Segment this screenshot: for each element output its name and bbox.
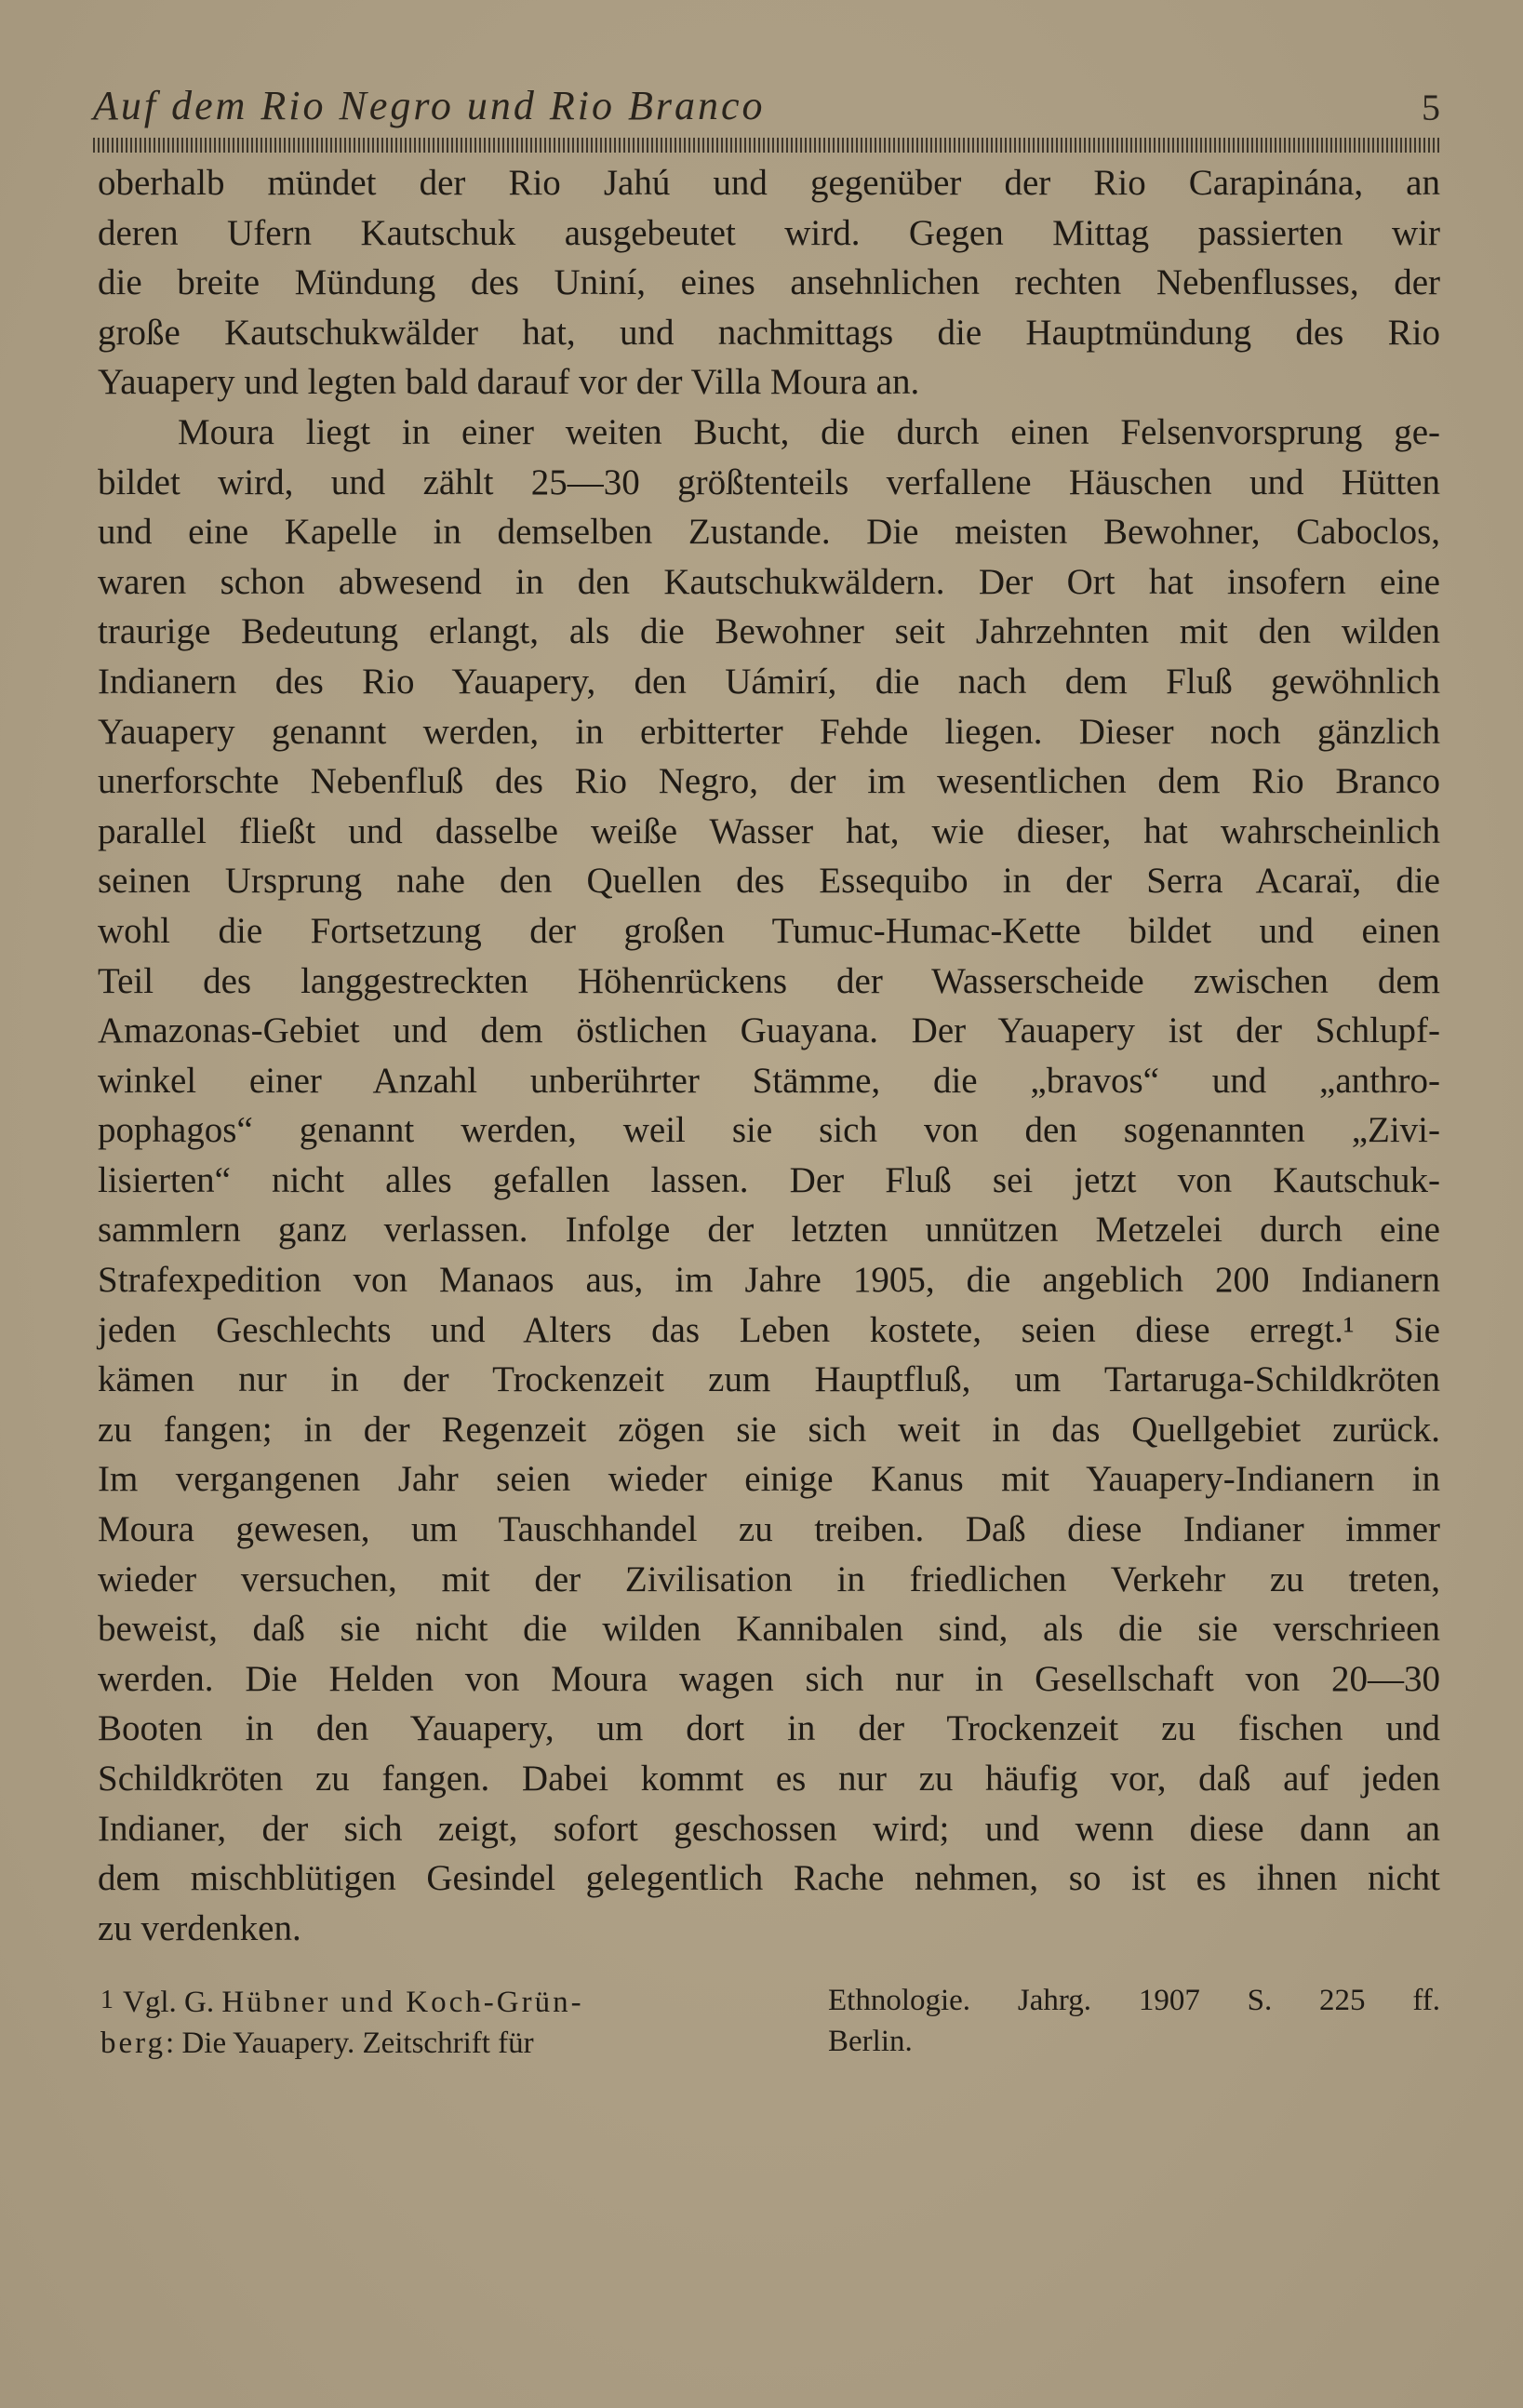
text-line: oberhalb mündet der Rio Jahú und gegenüber der Rio Carapinána, an [98,163,1440,203]
text-line: Booten in den Yauapery, um dort in der Trockenzeit zu fischen und [98,1708,1440,1749]
text-line: zu fangen; in der Regenzeit zögen sie sich weit in das Quellgebiet zurück. [98,1409,1440,1450]
text-line: winkel einer Anzahl unberührter Stämme, die „bravos“ und „anthro- [98,1060,1440,1101]
text-line: parallel fließt und dasselbe weiße Wasser hat, wie dieser, hat wahrscheinlich [98,810,1440,851]
text-line: dem mischblütigen Gesindel gelegentlich Rache nehmen, so ist es ihnen nicht [98,1858,1440,1899]
footnote-marker: 1 [100,1986,114,2014]
text-line: Indianern des Rio Yauapery, den Uámirí, die nach dem Fluß gewöhnlich [98,661,1440,702]
text-line: kämen nur in der Trockenzeit zum Hauptfluß, um Tartaruga-Schildkröten [98,1359,1440,1400]
footnote-line: Ethnologie. Jahrg. 1907 S. 225 ff. [828,1984,1440,2017]
text-line: deren Ufern Kautschuk ausgebeutet wird. Gegen Mittag passierten wir [98,212,1440,253]
text-line: bildet wird, und zählt 25—30 größtenteils verfallene Häuschen und Hütten [98,462,1440,502]
text-line: Strafexpedition von Manaos aus, im Jahre 1905, die angeblich 200 Indianern [98,1260,1440,1301]
footnote-line [100,1980,761,2023]
text-line: Yauapery und legten bald darauf vor der Villa Moura an. [98,362,920,403]
footnote-line [100,2023,761,2064]
text-line: pophagos“ genannt werden, weil sie sich von den sogenannten „Zivi- [98,1110,1440,1151]
footnote-right-column [828,1980,1440,2062]
body-text [98,158,1440,1953]
text-line: traurige Bedeutung erlangt, als die Bewohner seit Jahrzehnten mit den wilden [98,611,1440,652]
footnote-text: : Die Yauapery. Zeitschrift für [166,2027,534,2060]
text-line: beweist, daß sie nicht die wilden Kannibalen sind, als die sie verschrieen [98,1609,1440,1650]
ornamental-rule [93,138,1440,153]
text-line: seinen Ursprung nahe den Quellen des Essequibo in der Serra Acaraï, die [98,861,1440,902]
footnote-line: Berlin. [828,2025,913,2058]
text-line: zu verdenken. [98,1907,301,1948]
text-line: lisierten“ nicht alles gefallen lassen. Der Fluß sei jetzt von Kautschuk- [98,1159,1440,1200]
running-title: Auf dem Rio Negro und Rio Branco [93,83,766,128]
text-line: die breite Mündung des Uniní, eines ansehnlichen rechten Nebenflusses, der [98,262,1440,303]
text-line: Im vergangenen Jahr seien wieder einige Kanus mit Yauapery-Indianern in [98,1459,1440,1500]
text-line: Indianer, der sich zeigt, sofort geschossen wird; und wenn diese dann an [98,1808,1440,1849]
text-line: Schildkröten zu fangen. Dabei kommt es nur zu häufig vor, daß auf jeden [98,1759,1440,1799]
page-number: 5 [1422,87,1440,128]
footnote-text: Vgl. G. [123,1986,222,2019]
text-line: und eine Kapelle in demselben Zustande. Die meisten Bewohner, Caboclos, [98,512,1440,553]
running-head [93,82,1440,138]
text-line: Moura liegt in einer weiten Bucht, die durch einen Felsenvorsprung ge- [178,411,1440,452]
text-line: Amazonas-Gebiet und dem östlichen Guayana. Der Yauapery ist der Schlupf- [98,1010,1440,1051]
text-line: Teil des langgestreckten Höhenrückens der Wasserscheide zwischen dem [98,960,1440,1001]
text-line: Moura gewesen, um Tauschhandel zu treiben. Daß diese Indianer immer [98,1509,1440,1550]
text-line: wieder versuchen, mit der Zivilisation in friedlichen Verkehr zu treten, [98,1559,1440,1599]
text-line: Yauapery genannt werden, in erbitterter Fehde liegen. Dieser noch gänzlich [98,711,1440,752]
text-line: sammlern ganz verlassen. Infolge der letzten unnützen Metzelei durch eine [98,1210,1440,1251]
text-line: große Kautschukwälder hat, und nachmittags die Hauptmündung des Rio [98,312,1440,353]
text-line: jeden Geschlechts und Alters das Leben kostete, seien diese erregt.¹ Sie [98,1309,1440,1350]
footnote-author: Hübner und Koch-Grün- [221,1986,584,2019]
text-line: werden. Die Helden von Moura wagen sich nur in Gesellschaft von 20—30 [98,1658,1440,1699]
text-line: wohl die Fortsetzung der großen Tumuc-Humac-Kette bildet und einen [98,910,1440,951]
footnote-left-column [100,1980,761,2064]
text-line: waren schon abwesend in den Kautschukwäldern. Der Ort hat insofern eine [98,561,1440,602]
text-line: unerforschte Nebenfluß des Rio Negro, der im wesentlichen dem Rio Branco [98,761,1440,802]
footnote-author: berg [100,2027,167,2060]
